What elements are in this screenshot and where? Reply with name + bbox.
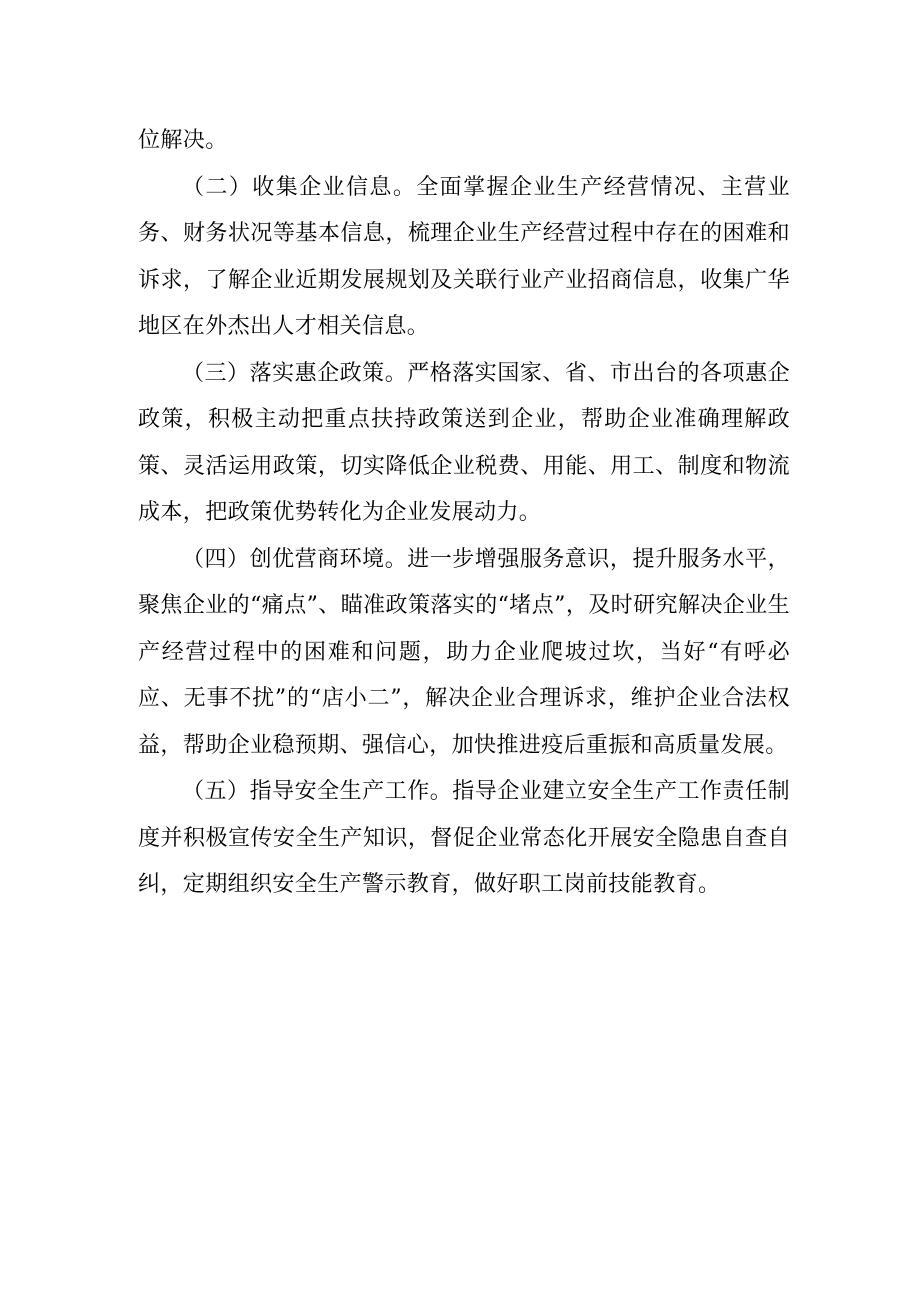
paragraph-business-environment: （四）创优营商环境。进一步增强服务意识，提升服务水平，聚焦企业的“痛点”、瞄准政策落实的“堵点”，及时研究解决企业生产经营过程中的困难和问题，助力企业爬坡过坎，当好“有呼必应、无事不扰”的“店小二”，解决企业合理诉求，维护企业合法权益，帮助企业稳预期、强信心，加快推进疫后重振和高质量发展。 [138, 546, 790, 758]
document-body [138, 118, 790, 909]
paragraph-continuation: 位解决。 [138, 128, 228, 153]
paragraph-safety-production: （五）指导安全生产工作。指导企业建立安全生产工作责任制度并积极宣传安全生产知识，督促企业常态化开展安全隐患自查自纠，定期组织安全生产警示教育，做好职工岗前技能教育。 [138, 779, 790, 897]
paragraph-collect-enterprise-info: （二）收集企业信息。全面掌握企业生产经营情况、主营业务、财务状况等基本信息，梳理企业生产经营过程中存在的困难和诉求，了解企业近期发展规划及关联行业产业招商信息，收集广华地区在外杰出人才相关信息。 [138, 174, 790, 339]
paragraph-implement-policies: （三）落实惠企政策。严格落实国家、省、市出台的各项惠企政策，积极主动把重点扶持政策送到企业，帮助企业准确理解政策、灵活运用政策，切实降低企业税费、用能、用工、制度和物流成本，把政策优势转化为企业发展动力。 [138, 360, 790, 525]
